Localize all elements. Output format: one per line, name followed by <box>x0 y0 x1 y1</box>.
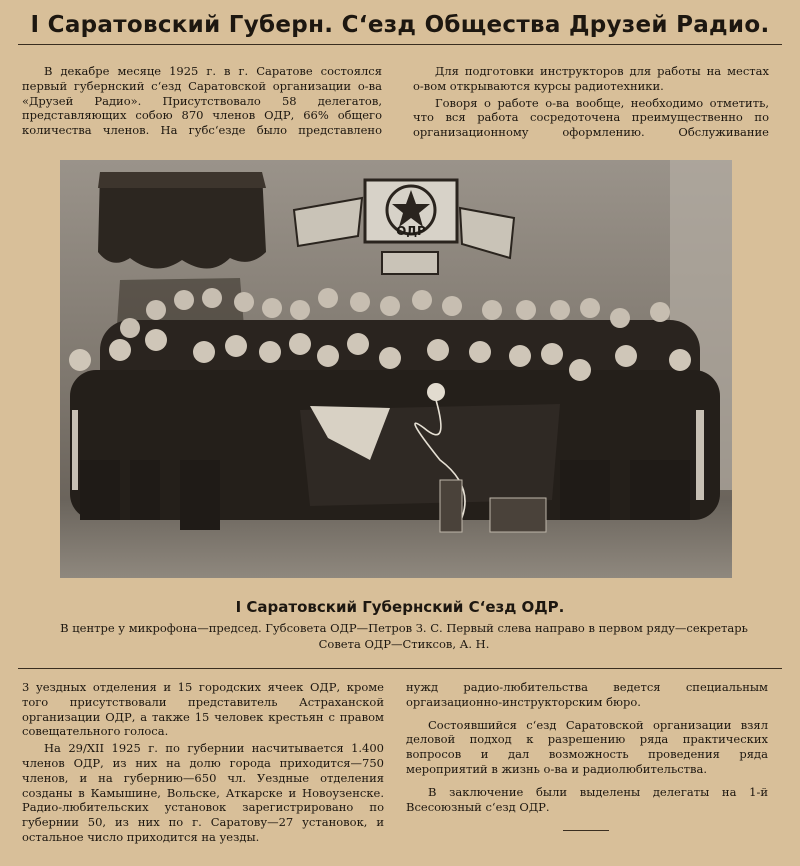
article-top-left-column <box>22 64 382 138</box>
paragraph: На 29/XII 1925 г. по губернии насчитывается 1.400 членов ОДР, из них на долю города приходится—750 членов, и на губернию—650 чл. Уездные отделения созданы в Камышине, Вольске, Аткарске и Новоузенске. Радио-любительских установок зарегистрировано по губернии 50, из них по г. Саратову—27 установок, и остальное число приходится на уезды. <box>22 741 384 844</box>
paragraph: Говоря о работе о-ва вообще, необходимо отметить, что вся работа сосредоточена преимущественно по организационному оформлению. Обслуживание <box>413 95 769 140</box>
photo-illustration <box>60 160 732 578</box>
banner-label: ОДР <box>396 224 426 238</box>
page-title: I Саратовский Губерн. С‘езд Общества Друзей Радио. <box>30 12 770 38</box>
paragraph: Для подготовки инструкторов для работы на местах о-вом открываются курсы радиотехники. <box>413 64 769 93</box>
paragraph: В заключение были выделены делегаты на 1-й Всесоюзный с‘езд ОДР. <box>406 784 768 814</box>
end-rule <box>563 830 609 831</box>
caption-title: I Саратовский Губернский С‘езд ОДР. <box>235 598 565 616</box>
caption-rule <box>18 668 782 669</box>
article-top-right-column <box>413 64 769 140</box>
paragraph: В декабре месяце 1925 г. в г. Саратове состоялся первый губернский с‘езд Саратовской организации о-ва «Друзей Радио». Присутствовало 58 делегатов, представляющих собою 870 членов ОДР, 66% общего количества членов. На губс‘езде было представлено <box>22 64 382 138</box>
paragraph: Состоявшийся с‘езд Саратовской организации взял деловой подход к разрешению ряда практических вопросов и дал возможность проведения ряда мероприятий в жизнь о-ва и радиолюбительства. <box>406 717 768 776</box>
article-bottom-left-column <box>22 680 384 845</box>
paragraph: 3 уездных отделения и 15 городских ячеек ОДР, кроме того присутствовали представитель Астраханской организации ОДР, а также 15 человек крестьян с правом совещательного голоса. <box>22 680 384 739</box>
title-rule <box>18 44 782 45</box>
group-photograph <box>60 160 732 578</box>
article-bottom-right-column <box>406 680 768 814</box>
paragraph: нужд радио-любительства ведется специальным оргаизационно-инструкторским бюро. <box>406 680 768 709</box>
caption-text: В центре у микрофона—председ. Губсовета ОДР—Петров З. С. Первый слева направо в первом ряду—секретарь Совета ОДР—Стиксов, А. Н. <box>60 621 748 651</box>
